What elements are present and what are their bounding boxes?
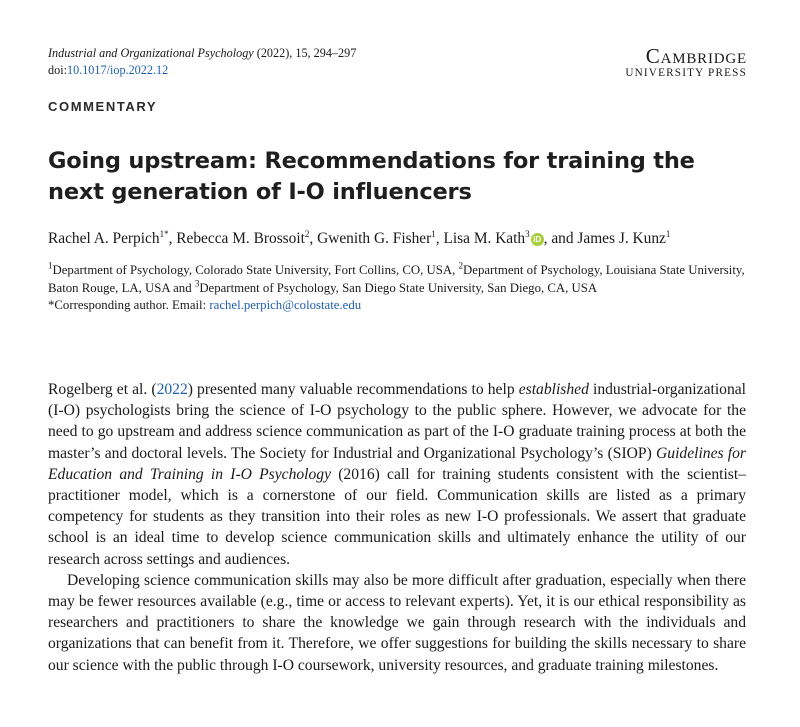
doi-line	[48, 62, 356, 79]
affiliation-2: Department of Psychology, Louisiana State University, Baton Rouge, LA, USA and	[48, 263, 745, 295]
affiliation-marker: 1	[665, 228, 671, 239]
emphasis: established	[518, 381, 589, 398]
author-name[interactable]: James J. Kunz	[577, 230, 666, 247]
paragraph-2: Developing science communication skills may also be more difficult after graduation, especially when there may be fewer resources available (e.g., time or access to relevant experts). Yet, it is our ethical responsibility as researchers and practitioners to share the knowledge we gain through research with the individuals and organizations that can benefit from it. Therefore, we offer suggestions for building the skills necessary to share our science with the public through I-O coursework, university resources, and graduate training milestones.	[48, 571, 746, 674]
corresponding-author	[48, 297, 760, 315]
author-name[interactable]: Rebecca M. Brossoit	[176, 230, 305, 247]
affiliation-list	[48, 262, 760, 297]
author-name[interactable]: Rachel A. Perpich	[48, 230, 160, 247]
affiliation-marker: 1*	[159, 228, 169, 239]
orcid-icon[interactable]: iD	[531, 233, 544, 246]
affiliation-marker: 3	[525, 228, 530, 239]
section-label: COMMENTARY	[48, 99, 158, 114]
paragraph-1: Rogelberg et al. (2022) presented many valuable recommendations to help established industrial-organizational (I-O) psychologists bring the science of I-O psychology to the public sphere. However, we advocate for the need to go upstream and address science communication as part of the I-O graduate training process at both the master’s and doctoral levels. The Society for Industrial and Organizational Psychology’s (SIOP) Guidelines for Education and Training in I-O Psychology (2016) call for training students consistent with the scientist–practitioner model, which is a cornerstone of our field. Communication skills are listed as a primary competency for students as they transition into their roles as new I-O professionals. We assert that graduate school is an ideal time to develop science communication skills and ultimately enhance the utility of our research across settings and audiences.	[48, 381, 746, 568]
affiliations	[48, 262, 760, 315]
guidelines-title: Guidelines for Education and Training in I-O Psychology	[48, 444, 746, 483]
journal-header	[48, 45, 356, 79]
doi-prefix: doi:	[48, 63, 67, 77]
publisher-subtitle: UNIVERSITY PRESS	[625, 67, 747, 79]
corresponding-label: *Corresponding author. Email:	[48, 298, 210, 312]
author-name[interactable]: Gwenith G. Fisher	[317, 230, 432, 247]
journal-citation	[48, 45, 356, 62]
author-separator: ,	[168, 230, 177, 247]
publisher-logo	[625, 45, 747, 79]
journal-name: Industrial and Organizational Psychology	[48, 46, 254, 60]
affiliation-marker: 2	[304, 228, 310, 239]
affiliation-number: 3	[194, 278, 200, 289]
journal-volume: (2022), 15, 294–297	[253, 46, 357, 60]
author-separator: ,	[309, 230, 318, 247]
author-list	[48, 230, 670, 248]
citation-link[interactable]: 2022	[156, 381, 188, 398]
affiliation-1: Department of Psychology, Colorado State University, Fort Collins, CO, USA,	[52, 263, 459, 277]
email-link[interactable]: rachel.perpich@colostate.edu	[209, 298, 362, 312]
publisher-name: Cambridge	[645, 44, 747, 68]
doi-link[interactable]: 10.1017/iop.2022.12	[66, 63, 169, 77]
affiliation-3: Department of Psychology, San Diego State University, San Diego, CA, USA	[199, 280, 598, 295]
author-separator: ,	[435, 230, 444, 247]
author-name[interactable]: Lisa M. Kath	[443, 230, 526, 247]
affiliation-number: 2	[458, 260, 464, 271]
affiliation-marker: 1	[431, 228, 436, 239]
article-body	[48, 379, 746, 676]
article-title: Going upstream: Recommendations for training the next generation of I-O influencers	[48, 148, 695, 205]
author-separator: , and	[543, 230, 578, 247]
affiliation-number: 1	[48, 260, 53, 271]
